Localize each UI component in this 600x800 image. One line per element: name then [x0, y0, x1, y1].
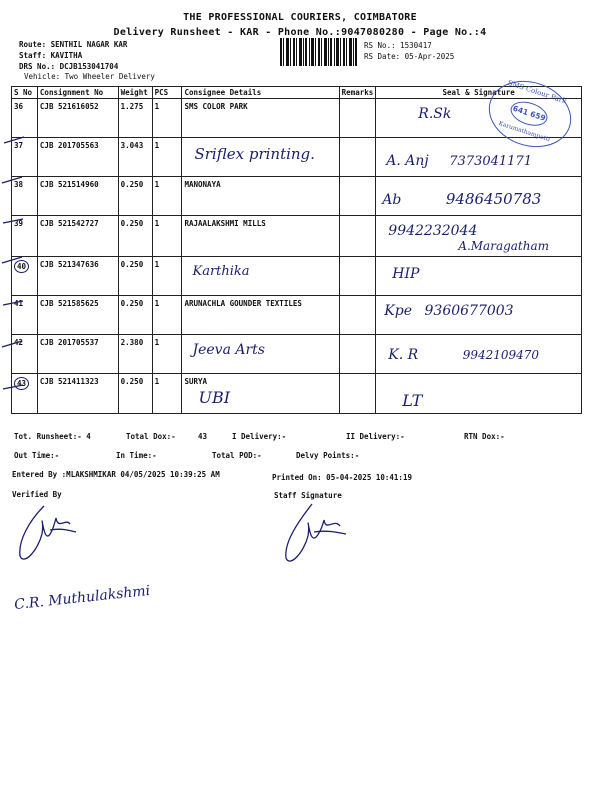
- cell-sno: 41: [12, 296, 38, 335]
- stamp-code: 641 659: [508, 97, 551, 130]
- cell-consignment: CJB 521411323: [37, 374, 118, 414]
- cell-pcs: 1: [152, 257, 182, 296]
- cell-sno: 42: [12, 335, 38, 374]
- cell-remarks: [339, 216, 376, 257]
- cell-consignment: CJB 521347636: [37, 257, 118, 296]
- cell-signature: [376, 177, 582, 216]
- entered-by: Entered By :MLAKSHMIKAR 04/05/2025 10:39:25 AM: [12, 470, 220, 479]
- cell-remarks: [339, 374, 376, 414]
- table-row: [12, 177, 582, 216]
- company-title: THE PROFESSIONAL COURIERS, COIMBATORE: [183, 12, 417, 23]
- barcode: [280, 38, 358, 66]
- delvy-points: Delvy Points:-: [296, 451, 360, 460]
- cell-sno: 37: [12, 138, 38, 177]
- cell-signature: [376, 216, 582, 257]
- signature-handwriting: R.Sk: [418, 106, 452, 122]
- cell-weight: 0.250: [118, 257, 152, 296]
- cell-remarks: [339, 99, 376, 138]
- circled-sno: 40: [14, 260, 29, 273]
- cell-consignee: [182, 257, 339, 296]
- cell-sno: 36: [12, 99, 38, 138]
- handwritten-name: C.R. Muthulakshmi: [13, 582, 151, 614]
- table-row: [12, 374, 582, 414]
- table-row: [12, 216, 582, 257]
- tot-runsheet: Tot. Runsheet:- 4: [14, 432, 91, 441]
- phone-handwriting: 9942109470: [462, 348, 540, 362]
- cell-remarks: [339, 138, 376, 177]
- runsheet-table: [11, 86, 582, 414]
- col-header-sno: S No: [12, 87, 38, 99]
- phone-handwriting: 9942232044: [388, 223, 478, 239]
- cell-weight: 3.043: [118, 138, 152, 177]
- cell-consignee: [182, 138, 339, 177]
- cell-weight: 0.250: [118, 296, 152, 335]
- table-row: [12, 257, 582, 296]
- staff-signature: [272, 500, 362, 570]
- cell-pcs: 1: [152, 335, 182, 374]
- signature-handwriting: Kpe: [384, 303, 412, 319]
- cell-consignee: SMS COLOR PARK: [182, 99, 339, 138]
- table-row: [12, 296, 582, 335]
- cell-consignment: CJB 201705537: [37, 335, 118, 374]
- cell-consignee: MANONAYA: [182, 177, 339, 216]
- phone-handwriting: 9486450783: [445, 190, 542, 208]
- ii-delivery: II Delivery:-: [346, 432, 405, 441]
- cell-consignee: RAJAALAKSHMI MILLS: [182, 216, 339, 257]
- signature-handwriting: HIP: [392, 266, 420, 282]
- cell-pcs: 1: [152, 216, 182, 257]
- col-header-seal: Seal & Signature: [376, 87, 582, 99]
- circled-sno: 43: [14, 377, 29, 390]
- signature-handwriting: LT: [402, 391, 423, 410]
- cell-consignment: CJB 521585625: [37, 296, 118, 335]
- cell-remarks: [339, 296, 376, 335]
- cell-consignment: CJB 521542727: [37, 216, 118, 257]
- col-header-remarks: Remarks: [339, 87, 376, 99]
- stamp-name: SMS Colour Park: [506, 78, 568, 106]
- consignee-printed: SURYA: [184, 377, 208, 386]
- route-label: Route: SENTHIL NAGAR KAR: [19, 40, 128, 49]
- consignee-handwriting: Sriflex printing.: [194, 145, 315, 163]
- signature-handwriting: Ab: [382, 192, 402, 208]
- phone-handwriting: 7373041171: [449, 154, 532, 169]
- staff-label: Staff: KAVITHA: [19, 51, 83, 60]
- runsheet-subtitle: Delivery Runsheet - KAR - Phone No.:9047080280 - Page No.:4: [113, 27, 487, 38]
- table-row: [12, 138, 582, 177]
- total-pod: Total POD:-: [212, 451, 262, 460]
- cell-consignee: [182, 335, 339, 374]
- rs-date: RS Date: 05-Apr-2025: [364, 52, 455, 61]
- drs-label: DRS No.: DCJB153041704: [19, 62, 119, 71]
- cell-pcs: 1: [152, 177, 182, 216]
- col-header-consignee: Consignee Details: [182, 87, 339, 99]
- margin-ticks: [0, 95, 30, 415]
- total-dox-label: Total Dox:-: [126, 432, 176, 441]
- cell-signature: [376, 335, 582, 374]
- rs-no: RS No.: 1530417: [364, 41, 432, 50]
- cell-pcs: 1: [152, 374, 182, 414]
- cell-remarks: [339, 335, 376, 374]
- in-time: In Time:-: [116, 451, 157, 460]
- signature-handwriting: A.Maragatham: [458, 239, 550, 253]
- cell-weight: 0.250: [118, 177, 152, 216]
- cell-sno: 38: [12, 177, 38, 216]
- cell-consignee: [182, 374, 339, 414]
- table-row: [12, 335, 582, 374]
- cell-remarks: [339, 177, 376, 216]
- cell-consignment: CJB 201705563: [37, 138, 118, 177]
- consignee-handwriting: Karthika: [192, 264, 250, 279]
- col-header-consignment: Consignment No: [37, 87, 118, 99]
- cell-consignment: CJB 521514960: [37, 177, 118, 216]
- i-delivery: I Delivery:-: [232, 432, 287, 441]
- cell-pcs: 1: [152, 138, 182, 177]
- signature-handwriting: K. R: [388, 347, 419, 363]
- out-time: Out Time:-: [14, 451, 60, 460]
- cell-remarks: [339, 257, 376, 296]
- printed-on: Printed On: 05-04-2025 10:41:19: [272, 473, 412, 482]
- stamp-place: Karumathampatti: [497, 119, 551, 144]
- vehicle-label: Vehicle: Two Wheeler Delivery: [24, 72, 155, 81]
- consignee-handwriting: UBI: [198, 388, 231, 407]
- phone-handwriting: 9360677003: [424, 303, 514, 319]
- total-dox-value: 43: [198, 432, 208, 441]
- rtn-dox: RTN Dox:-: [464, 432, 505, 441]
- col-header-weight: Weight: [118, 87, 152, 99]
- cell-weight: 1.275: [118, 99, 152, 138]
- cell-pcs: 1: [152, 99, 182, 138]
- cell-consignment: CJB 521616052: [37, 99, 118, 138]
- col-header-pcs: PCS: [152, 87, 182, 99]
- cell-weight: 0.250: [118, 216, 152, 257]
- cell-pcs: 1: [152, 296, 182, 335]
- cell-consignee: ARUNACHLA GOUNDER TEXTILES: [182, 296, 339, 335]
- cell-sno: 39: [12, 216, 38, 257]
- cell-signature: [376, 296, 582, 335]
- signature-handwriting: A. Anj: [386, 153, 429, 169]
- cell-signature: [376, 374, 582, 414]
- verifier-signature: [10, 500, 90, 570]
- verified-by-label: Verified By: [12, 490, 62, 499]
- consignee-handwriting: Jeeva Arts: [192, 342, 265, 358]
- cell-signature: [376, 257, 582, 296]
- cell-weight: 2.380: [118, 335, 152, 374]
- cell-weight: 0.250: [118, 374, 152, 414]
- staff-signature-label: Staff Signature: [274, 491, 342, 500]
